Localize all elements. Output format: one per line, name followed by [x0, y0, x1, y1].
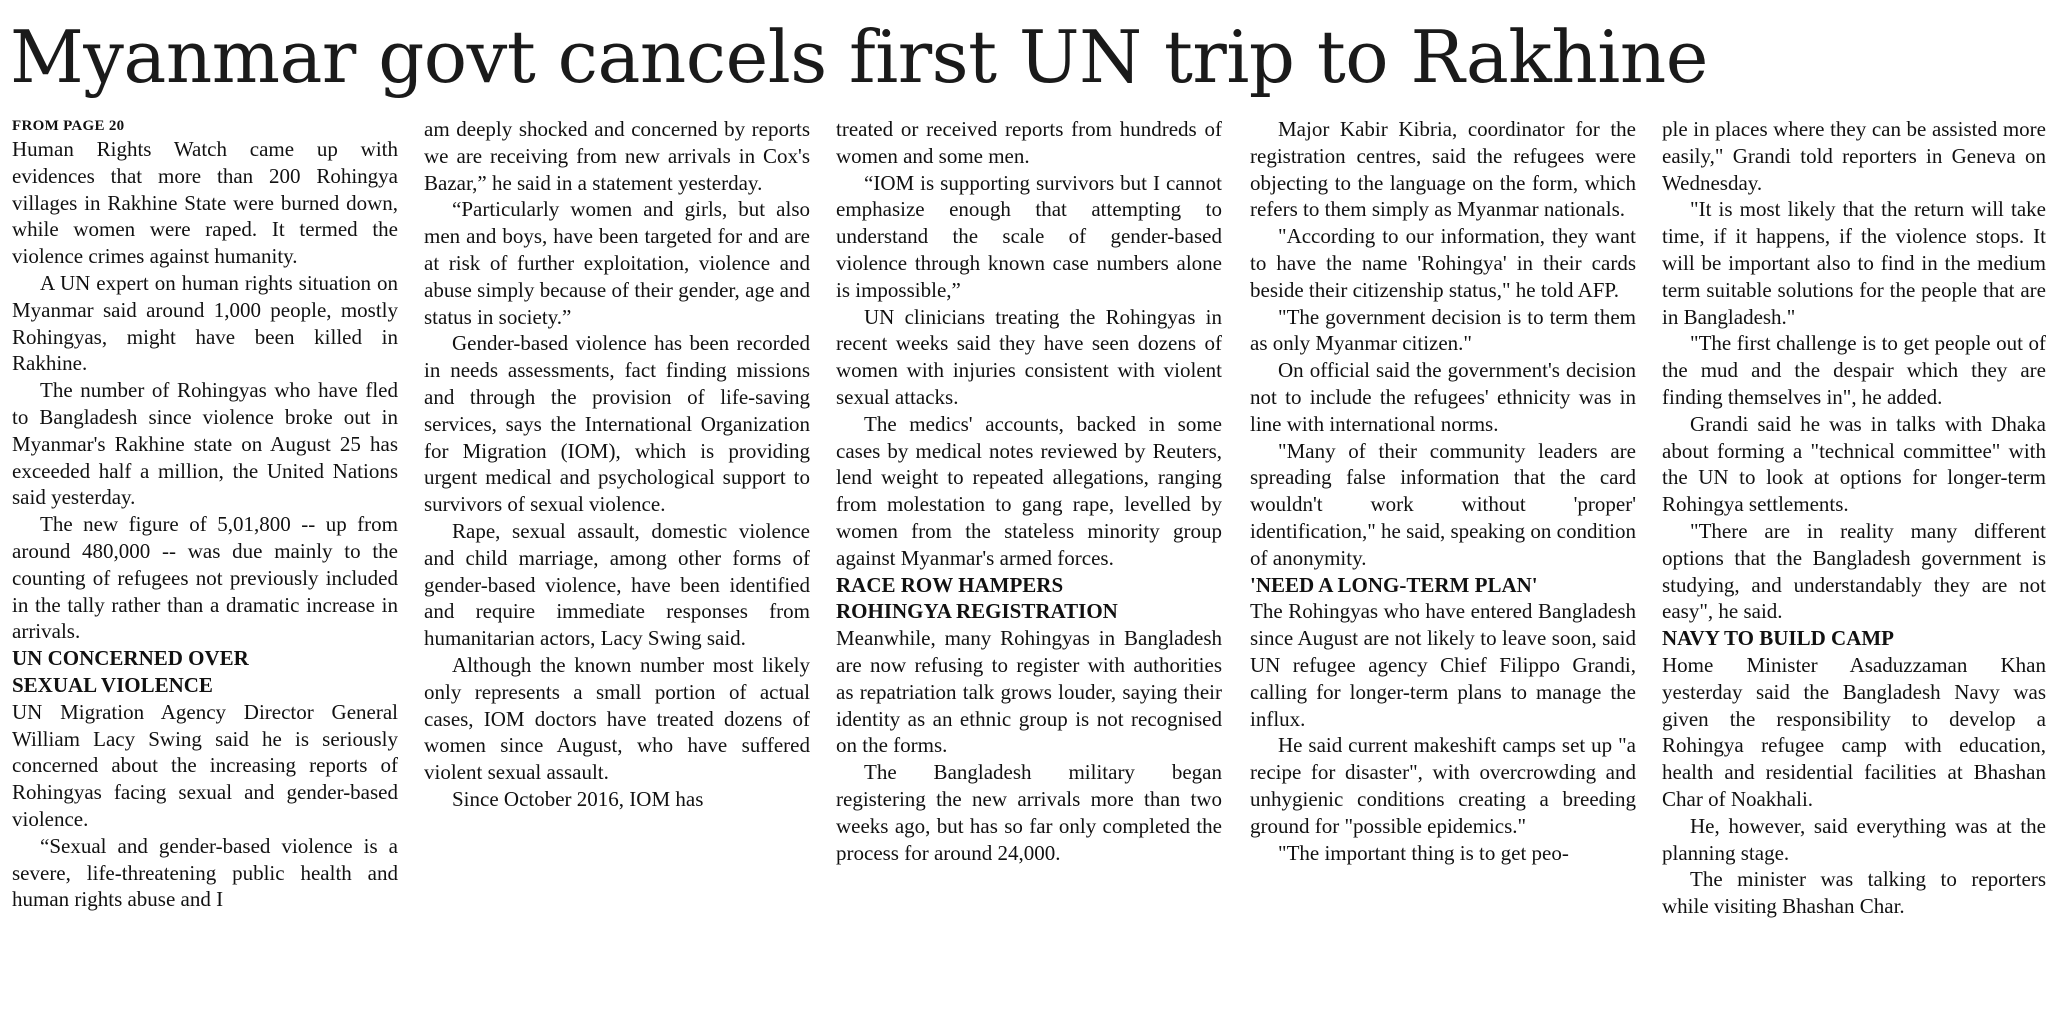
column-5 [1662, 116, 2046, 1016]
paragraph: "The government decision is to term them as only Myanmar citizen." [1250, 304, 1636, 356]
column-4 [1250, 116, 1636, 1016]
paragraph: Meanwhile, many Rohingyas in Bangladesh are now refusing to register with authorities as repatriation talk grows louder, saying their identity as an ethnic group is not recognised on the forms. [836, 626, 1222, 758]
paragraph: Major Kabir Kibria, coordinator for the registration centres, said the refugees were objecting to the language on the form, which refers to them simply as Myanmar nationals. [1250, 117, 1636, 222]
paragraph: treated or received reports from hundreds of women and some men. [836, 117, 1222, 168]
paragraph: The minister was talking to reporters while visiting Bhashan Char. [1662, 867, 2046, 919]
paragraph: am deeply shocked and concerned by reports we are receiving from new arrivals in Cox's Bazar,” he said in a statement yesterday. [424, 117, 810, 195]
headline: Myanmar govt cancels first UN trip to Rakhine [10, 15, 1708, 99]
column-1 [12, 116, 398, 1016]
paragraph: “IOM is supporting survivors but I cannot emphasize enough that attempting to understand the scale of gender-based violence through known case numbers alone is impossible,” [836, 170, 1222, 302]
column-2 [424, 116, 810, 1016]
subheading: 'NEED A LONG-TERM PLAN' [1250, 572, 1538, 597]
paragraph: He said current makeshift camps set up "a recipe for disaster", with overcrowding and unhygienic conditions creating a breeding ground for "possible epidemics." [1250, 733, 1636, 838]
paragraph: The new figure of 5,01,800 -- up from around 480,000 -- was due mainly to the counting of refugees not previously included in the tally rather than a dramatic increase in arrivals. [12, 512, 398, 644]
paragraph: “Particularly women and girls, but also men and boys, have been targeted for and are at risk of further exploitation, violence and abuse simply because of their gender, age and status in society.” [424, 197, 810, 329]
paragraph: Although the known number most likely only represents a small portion of actual cases, IOM doctors have treated dozens of women since August, who have suffered violent sexual assault. [424, 652, 810, 785]
subheading: ROHINGYA REGISTRATION [836, 599, 1118, 624]
paragraph: UN Migration Agency Director General William Lacy Swing said he is seriously concerned about the increasing reports of Rohingyas facing sexual and gender-based violence. [12, 699, 398, 831]
paragraph: The Rohingyas who have entered Bangladesh since August are not likely to leave soon, said UN refugee agency Chief Filippo Grandi, calling for longer-term plans to manage the influx. [1250, 599, 1636, 731]
paragraph: "According to our information, they want to have the name 'Rohingya' in their cards beside their citizenship status," he told AFP. [1250, 224, 1636, 302]
subheading: UN CONCERNED OVER [12, 646, 249, 671]
paragraph: A UN expert on human rights situation on Myanmar said around 1,000 people, mostly Rohingyas, might have been killed in Rakhine. [12, 270, 398, 376]
paragraph: “Sexual and gender-based violence is a severe, life-threatening public health and human rights abuse and I [12, 833, 398, 912]
paragraph: The number of Rohingyas who have fled to Bangladesh since violence broke out in Myanmar's Rakhine state on August 25 has exceeded half a million, the United Nations said yesterday. [12, 378, 398, 510]
subheading: SEXUAL VIOLENCE [12, 672, 213, 697]
jump-line: FROM PAGE 20 [12, 118, 125, 134]
paragraph: ple in places where they can be assisted more easily," Grandi told reporters in Geneva on Wednesday. [1662, 117, 2046, 195]
paragraph: Human Rights Watch came up with evidences that more than 200 Rohingya villages in Rakhine State were burned down, while women were raped. It termed the violence crimes against humanity. [12, 137, 398, 269]
paragraph: The Bangladesh military began registering the new arrivals more than two weeks ago, but has so far only completed the process for around 24,000. [836, 760, 1222, 865]
paragraph: "The first challenge is to get people out of the mud and the despair which they are finding themselves in", he added. [1662, 331, 2046, 409]
paragraph: "The important thing is to get peo- [1278, 840, 1569, 865]
paragraph: On official said the government's decision not to include the refugees' ethnicity was in line with international norms. [1250, 358, 1636, 436]
subheading: NAVY TO BUILD CAMP [1662, 626, 1895, 651]
paragraph: The medics' accounts, backed in some cases by medical notes reviewed by Reuters, lend weight to repeated allegations, ranging from molestation to gang rape, levelled by women from the stateless minority group against Myanmar's armed forces. [836, 411, 1222, 570]
column-3 [836, 116, 1222, 1016]
paragraph: "It is most likely that the return will take time, if it happens, if the violence stops. It will be important also to find in the medium term suitable solutions for the people that are in Bangladesh." [1662, 197, 2046, 329]
paragraph: He, however, said everything was at the planning stage. [1662, 813, 2046, 865]
paragraph: Grandi said he was in talks with Dhaka about forming a "technical committee" with the UN to look at options for longer-term Rohingya settlements. [1662, 411, 2046, 517]
paragraph: "There are in reality many different options that the Bangladesh government is studying, and understandably they are not easy", he said. [1662, 518, 2046, 624]
paragraph: Home Minister Asaduzzaman Khan yesterday said the Bangladesh Navy was given the responsibility to develop a Rohingya refugee camp with education, health and residential facilities at Bhashan Char of Noakhali. [1662, 652, 2046, 811]
paragraph: "Many of their community leaders are spreading false information that the card wouldn't work without 'proper' identification," he said, speaking on condition of anonymity. [1250, 438, 1636, 570]
paragraph: Rape, sexual assault, domestic violence and child marriage, among other forms of gender-based violence, have been identified and require immediate responses from humanitarian actors, Lacy Swing said. [424, 518, 810, 651]
paragraph: UN clinicians treating the Rohingyas in recent weeks said they have seen dozens of women with injuries consistent with violent sexual attacks. [836, 304, 1222, 409]
paragraph: Gender-based violence has been recorded in needs assessments, fact finding missions and through the provision of life-saving services, says the International Organization for Migration (IOM), which is providing urgent medical and psychological support to survivors of sexual violence. [424, 331, 810, 517]
article-body [12, 116, 2046, 1016]
paragraph: Since October 2016, IOM has [452, 786, 704, 811]
subheading: RACE ROW HAMPERS [836, 572, 1064, 597]
